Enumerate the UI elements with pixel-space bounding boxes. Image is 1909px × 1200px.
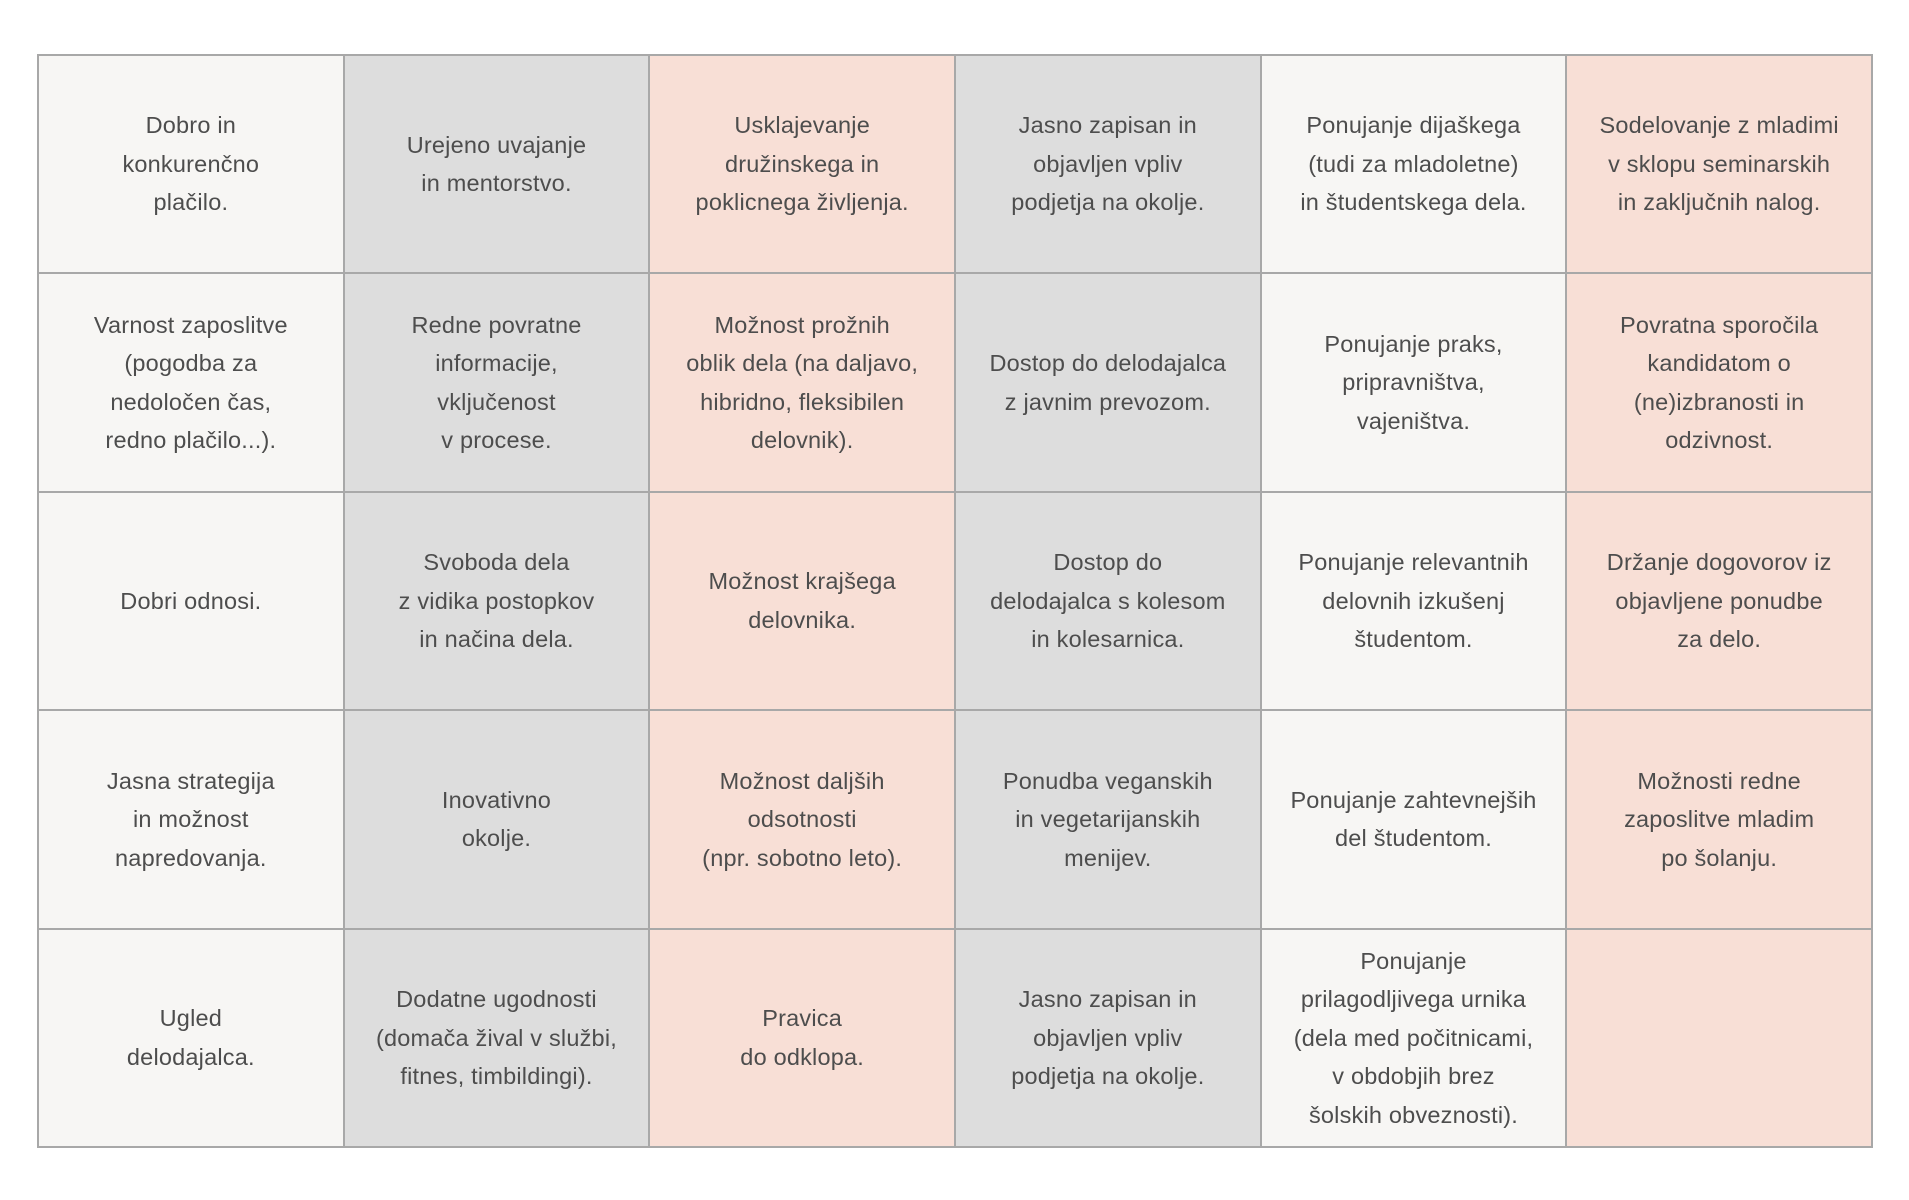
cell-text: Ugled delodajalca. <box>126 1005 255 1070</box>
cell-text: Možnost daljših odsotnosti (npr. sobotno leto). <box>702 767 903 871</box>
cell-text: Svoboda dela z vidika postopkov in načina dela. <box>398 549 595 653</box>
cell-text: Usklajevanje družinskega in poklicnega življenja. <box>695 112 909 216</box>
grid-cell <box>39 56 345 274</box>
cell-text: Redne povratne informacije, vključenost v procese. <box>411 311 582 454</box>
grid-cell <box>1262 711 1568 929</box>
grid-cell <box>1567 493 1873 711</box>
grid-cell <box>39 493 345 711</box>
grid-cell <box>956 711 1262 929</box>
cell-text: Možnost krajšega delovnika. <box>708 568 896 633</box>
cell-text: Pravica do odklopa. <box>740 1005 865 1070</box>
grid-cell <box>1262 930 1568 1148</box>
grid-cell <box>650 493 956 711</box>
cell-text: Povratna sporočila kandidatom o (ne)izbranosti in odzivnost. <box>1620 311 1819 454</box>
cell-text: Dobro in konkurenčno plačilo. <box>122 112 260 216</box>
cell-text: Jasno zapisan in objavljen vpliv podjetja na okolje. <box>1011 112 1205 216</box>
grid-cell <box>1262 56 1568 274</box>
grid-cell <box>1567 56 1873 274</box>
cell-text: Možnost prožnih oblik dela (na daljavo, hibridno, fleksibilen delovnik). <box>686 311 919 454</box>
grid-cell <box>650 711 956 929</box>
grid-cell <box>39 711 345 929</box>
benefits-grid <box>37 54 1873 1148</box>
grid-cell <box>1262 274 1568 492</box>
cell-text: Jasna strategija in možnost napredovanja. <box>106 767 275 871</box>
cell-text: Ponudba veganskih in vegetarijanskih menijev. <box>1002 767 1213 871</box>
grid-cell <box>650 274 956 492</box>
cell-text: Urejeno uvajanje in mentorstvo. <box>406 131 587 197</box>
grid-cell <box>1567 274 1873 492</box>
grid-cell <box>956 930 1262 1148</box>
cell-text: Inovativno okolje. <box>441 786 552 852</box>
cell-text: Dostop do delodajalca z javnim prevozom. <box>989 350 1227 415</box>
cell-text: Ponujanje zahtevnejših del študentom. <box>1290 786 1537 852</box>
grid-cell <box>39 274 345 492</box>
grid-cell <box>956 56 1262 274</box>
cell-text: Jasno zapisan in objavljen vpliv podjetja na okolje. <box>1011 986 1205 1090</box>
grid-cell <box>1262 493 1568 711</box>
cell-text: Varnost zaposlitve (pogodba za nedoločen čas, redno plačilo...). <box>93 311 288 454</box>
grid-cell <box>956 274 1262 492</box>
cell-text: Sodelovanje z mladimi v sklopu seminarskih in zaključnih nalog. <box>1599 112 1839 216</box>
grid-cell <box>345 930 651 1148</box>
cell-text: Dobri odnosi. <box>120 587 262 614</box>
grid-cell-empty <box>1567 930 1873 1148</box>
cell-text: Ponujanje praks, pripravništva, vajeništva. <box>1324 330 1503 434</box>
grid-cell <box>345 711 651 929</box>
cell-text: Ponujanje dijaškega (tudi za mladoletne) in študentskega dela. <box>1300 112 1527 216</box>
cell-text: Dostop do delodajalca s kolesom in kolesarnica. <box>990 549 1226 653</box>
cell-text: Možnosti redne zaposlitve mladim po šolanju. <box>1624 767 1815 871</box>
grid-cell <box>345 493 651 711</box>
grid-cell <box>650 930 956 1148</box>
grid-cell <box>345 56 651 274</box>
grid-cell <box>1567 711 1873 929</box>
grid-cell <box>345 274 651 492</box>
cell-text: Držanje dogovorov iz objavljene ponudbe za delo. <box>1606 549 1832 653</box>
grid-cell <box>650 56 956 274</box>
grid-cell <box>39 930 345 1148</box>
grid-cell <box>956 493 1262 711</box>
cell-text: Ponujanje relevantnih delovnih izkušenj študentom. <box>1298 549 1529 653</box>
cell-text: Ponujanje prilagodljivega urnika (dela med počitnicami, v obdobjih brez šolskih obveznosti). <box>1293 947 1534 1128</box>
cell-text: Dodatne ugodnosti (domača žival v službi, fitnes, timbildingi). <box>375 986 617 1090</box>
